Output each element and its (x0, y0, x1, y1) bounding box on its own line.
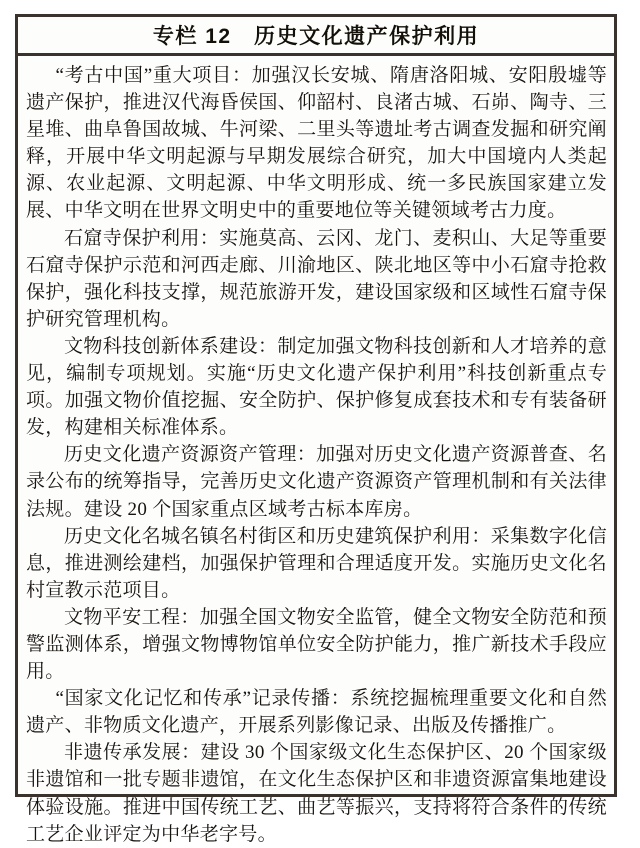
box-title: 专栏 12 历史文化遗产保护利用 (152, 25, 480, 48)
paragraph-historic-cities-villages: 历史文化名城名镇名村街区和历史建筑保护利用：采集数字化信息，推进测绘建档，加强保护管理和合理适度开发。实施历史文化名村宣教示范项目。 (26, 525, 607, 601)
box-body (18, 56, 614, 848)
paragraph-archaeology-china: “考古中国”重大项目：加强汉长安城、隋唐洛阳城、安阳殷墟等遗产保护，推进汉代海昏侯国、仰韶村、良渚古城、石峁、陶寺、三星堆、曲阜鲁国故城、牛河梁、二里头等遗址考古调查发掘和研究阐释，开展中华文明起源与早期发展综合研究，加大中国境内人类起源、农业起源、文明起源、中华文明形成、统一多民族国家建立发展、中华文明在世界文明史中的重要地位等关键领域考古力度。 (26, 65, 607, 222)
paragraph-grotto-temples: 石窟寺保护利用：实施莫高、云冈、龙门、麦积山、大足等重要石窟寺保护示范和河西走廊、川渝地区、陕北地区等中小石窟寺抢救保护，强化科技支撑，规范旅游开发，建设国家级和区域性石窟寺保护研究管理机构。 (26, 227, 607, 330)
paragraph-national-cultural-memory: “国家文化记忆和传承”记录传播：系统挖掘梳理重要文化和自然遗产、非物质文化遗产，开展系列影像记录、出版及传播推广。 (26, 688, 607, 737)
feature-box (15, 14, 617, 845)
paragraph-heritage-tech-innovation: 文物科技创新体系建设：制定加强文物科技创新和人才培养的意见，编制专项规划。实施“历史文化遗产保护利用”科技创新重点专项。加强文物价值挖掘、安全防护、保护修复成套技术和专有装备研发，构建相关标准体系。 (26, 335, 607, 439)
box-header (18, 17, 614, 56)
paragraph-resource-asset-management: 历史文化遗产资源资产管理：加强对历史文化遗产资源普查、名录公布的统筹指导，完善历史文化遗产资源资产管理机制和有关法律法规。建设 20 个国家重点区域考古标本库房。 (26, 444, 607, 520)
paragraph-cultural-relics-safety: 文物平安工程：加强全国文物安全监管，健全文物安全防范和预警监测体系，增强文物博物馆单位安全防护能力，推广新技术手段应用。 (26, 606, 607, 683)
paragraph-intangible-heritage: 非遗传承发展：建设 30 个国家级文化生态保护区、20 个国家级非遗馆和一批专题非遗馆，在文化生态保护区和非遗资源富集地建设体验设施。推进中国传统工艺、曲艺等振兴，支持将符合条件的传统工艺企业评定为中华老字号。 (26, 742, 607, 845)
